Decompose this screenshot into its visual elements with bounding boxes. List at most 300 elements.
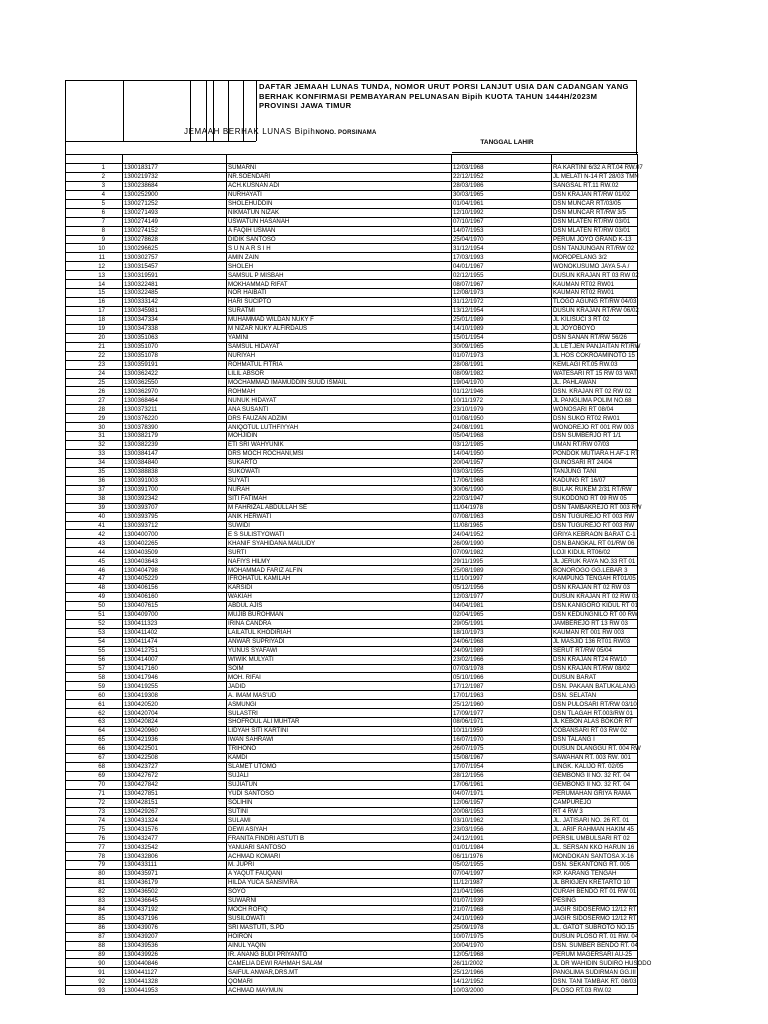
table-row <box>66 244 638 253</box>
table-row <box>66 575 638 584</box>
table-row <box>66 307 638 316</box>
jemaah-name: ANWAR SUPRIYADI <box>227 637 452 646</box>
jemaah-name: ROHMAH <box>227 387 452 396</box>
address: DSN.BANGKAL RT 01/RW 06 <box>552 539 638 548</box>
row-number: 75 <box>66 825 123 834</box>
table-row <box>66 289 638 298</box>
address: PLOSO RT.03 RW.02 <box>552 986 638 995</box>
porsi-number: 1300420824 <box>123 718 227 727</box>
birth-date: 07/08/1963 <box>452 512 552 521</box>
birth-date: 30/06/1990 <box>452 485 552 494</box>
row-number: 57 <box>66 664 123 673</box>
row-number: 63 <box>66 718 123 727</box>
address: RT 4 RW 3 <box>552 807 638 816</box>
address: GEMBONG II NO. 32 RT. 04 <box>552 771 638 780</box>
table-row <box>66 727 638 736</box>
row-number: 93 <box>66 986 123 995</box>
row-number: 62 <box>66 709 123 718</box>
table-row <box>66 619 638 628</box>
porsi-number: 1300432542 <box>123 843 227 852</box>
row-number: 17 <box>66 307 123 316</box>
porsi-number: 1300271493 <box>123 208 227 217</box>
row-number: 78 <box>66 852 123 861</box>
document-sheet <box>65 80 652 995</box>
birth-date: 21/04/1966 <box>452 887 552 896</box>
birth-date: 24/10/1969 <box>452 914 552 923</box>
address: DSN TAMBAKREJO RT 003 RW <box>553 503 642 511</box>
row-number: 31 <box>66 432 123 441</box>
birth-date: 14/04/1950 <box>452 450 552 459</box>
birth-date: 07/09/1982 <box>452 548 552 557</box>
jemaah-name: SULAMI <box>227 816 452 825</box>
column-header-tanggal-lahir: TANGGAL LAHIR <box>480 139 534 146</box>
table-row <box>66 253 638 262</box>
address: KADUNG RT 16/07 <box>552 476 638 485</box>
row-number: 21 <box>66 342 123 351</box>
porsi-number: 1300403509 <box>123 548 227 557</box>
row-number: 66 <box>66 744 123 753</box>
birth-date: 31/12/1972 <box>452 298 552 307</box>
birth-date: 28/03/1986 <box>452 181 552 190</box>
table-row <box>66 423 638 432</box>
jemaah-name: HARI SUCIPTO <box>227 298 452 307</box>
address: DSN.KANIGORO KIDUL RT 01 <box>553 602 638 610</box>
table-row <box>66 977 638 986</box>
row-number: 7 <box>66 217 123 226</box>
row-number: 32 <box>66 441 123 450</box>
address: JL. JATISARI NO. 26 RT. 01 <box>552 816 638 825</box>
table-row <box>66 485 638 494</box>
address: DSN SANAN RT/RW 56/26 <box>552 333 638 342</box>
table-row <box>66 548 638 557</box>
table-row <box>66 539 638 548</box>
birth-date: 20/08/1953 <box>452 807 552 816</box>
porsi-number: 1300274152 <box>123 226 227 235</box>
birth-date: 05/02/1955 <box>452 861 552 870</box>
jemaah-name: SITI FATIMAH <box>227 494 452 503</box>
address: JAMBEREJO RT 13 RW 03 <box>552 619 638 628</box>
row-number: 39 <box>66 503 123 512</box>
birth-date: 10/11/1972 <box>452 396 552 405</box>
birth-date: 25/04/1970 <box>452 235 552 244</box>
address: DSN KRAJAN RT/RW 08/02 <box>552 664 638 673</box>
birth-date: 02/04/1965 <box>452 610 552 619</box>
grid-line <box>123 81 124 141</box>
address: KEMLAGI RT.05 RW.03 <box>552 360 638 369</box>
jemaah-name: SAMSUL P MISBAH <box>227 271 452 280</box>
row-number: 87 <box>66 932 123 941</box>
porsi-number: 1300391003 <box>123 476 227 485</box>
jemaah-name: SUYATI <box>227 476 452 485</box>
porsi-number: 1300271252 <box>123 199 227 208</box>
porsi-number: 1300302757 <box>123 253 227 262</box>
table-row <box>66 968 638 977</box>
jemaah-name: KHANIF SYAHIDANA MAULIDY <box>227 539 452 548</box>
address: SANGSAL RT.11 RW.02 <box>552 181 638 190</box>
table-cell <box>66 155 123 164</box>
porsi-number: 1300431576 <box>123 825 227 834</box>
porsi-number: 1300403643 <box>123 557 227 566</box>
table-row <box>66 458 638 467</box>
jemaah-name: SOLIHIN <box>227 798 452 807</box>
address: KAUMAN RT02 RW01 <box>552 280 638 289</box>
address: DUSUN KRAJAN RT/RW 06/02 <box>553 307 639 315</box>
jemaah-name: SUJIATUN <box>227 780 452 789</box>
address: DSN KRAJAN RT24 RW10 <box>552 655 638 664</box>
jemaah-name: MUHAMMAD WILDAN NUKY F <box>227 315 452 324</box>
row-number: 16 <box>66 298 123 307</box>
jemaah-name: SURATMI <box>227 307 452 316</box>
row-number: 52 <box>66 619 123 628</box>
row-number: 3 <box>66 181 123 190</box>
porsi-number: 1300436502 <box>123 887 227 896</box>
address: DSN TUGUREJO RT 003 RW <box>552 521 638 530</box>
birth-date: 26/09/1990 <box>452 539 552 548</box>
porsi-number: 1300347334 <box>123 315 227 324</box>
table-row <box>66 610 638 619</box>
row-number: 14 <box>66 280 123 289</box>
table-row-blank <box>66 155 638 164</box>
table-row <box>66 172 638 181</box>
address: DSN. PAKAAN BATUKALANG <box>553 682 636 690</box>
porsi-number: 1300428151 <box>123 798 227 807</box>
table-row <box>66 959 638 968</box>
jemaah-name: ETI SRI WAHYUNIK <box>227 441 452 450</box>
address: DSN TALANG I <box>552 736 638 745</box>
row-number: 43 <box>66 539 123 548</box>
birth-date: 14/12/1952 <box>452 977 552 986</box>
jemaah-name: NR.SOENDARI <box>227 172 452 181</box>
porsi-number: 1300409700 <box>123 610 227 619</box>
jemaah-name: DRS MOCH ROCHANI,MSI <box>227 450 452 459</box>
table-row <box>66 941 638 950</box>
table-row <box>66 816 638 825</box>
table-cell <box>452 155 552 164</box>
jemaah-name: SLAMET UTOMO <box>227 762 452 771</box>
jemaah-name: SUMARNI <box>227 164 452 173</box>
table-row <box>66 905 638 914</box>
row-number: 82 <box>66 887 123 896</box>
porsi-number: 1300441953 <box>123 986 227 995</box>
jemaah-name: HILDA YUCA SANSIVIRA <box>227 879 452 888</box>
jemaah-name: M. JUPRI <box>227 861 452 870</box>
row-number: 74 <box>66 816 123 825</box>
birth-date: 23/10/1979 <box>452 405 552 414</box>
row-number: 15 <box>66 289 123 298</box>
porsi-number: 1300400700 <box>123 530 227 539</box>
jemaah-name: HOIRON <box>227 932 452 941</box>
jemaah-name: SUKARTO <box>227 458 452 467</box>
address: KP. KARANG TENGAH <box>552 870 638 879</box>
birth-date: 17/03/1993 <box>452 253 552 262</box>
birth-date: 20/04/1957 <box>452 458 552 467</box>
porsi-number: 1300421936 <box>123 736 227 745</box>
birth-date: 01/01/1984 <box>452 843 552 852</box>
jemaah-name: SULASTRI <box>227 709 452 718</box>
porsi-number: 1300373211 <box>123 405 227 414</box>
row-number: 13 <box>66 271 123 280</box>
jemaah-name: LAILATUL KHODIRIAH <box>227 628 452 637</box>
birth-date: 28/12/1956 <box>452 771 552 780</box>
table-row <box>66 476 638 485</box>
birth-date: 05/04/1968 <box>452 432 552 441</box>
porsi-number: 1300411474 <box>123 637 227 646</box>
row-number: 85 <box>66 914 123 923</box>
row-number: 61 <box>66 700 123 709</box>
jemaah-name: WIWIK MULYATI <box>227 655 452 664</box>
porsi-number: 1300406160 <box>123 593 227 602</box>
table-row <box>66 601 638 610</box>
address: SAWAHAN RT. 003 RW. 001 <box>552 753 638 762</box>
porsi-number: 1300322485 <box>123 289 227 298</box>
porsi-number: 1300439207 <box>123 932 227 941</box>
address: DUSUN BARAT <box>552 673 638 682</box>
address: CAMPUREJO <box>552 798 638 807</box>
address: CURAH BENDO RT 01 RW 01 <box>553 888 637 896</box>
table-row <box>66 324 638 333</box>
address: JL MELATI N-14 RT 28/03 TMN <box>553 173 639 181</box>
address: DSN KEDUNGNILO RT 00 RW <box>553 611 638 619</box>
address: LINGK. KALIJO RT. 02/05 <box>552 762 638 771</box>
porsi-number: 1300429267 <box>123 807 227 816</box>
birth-date: 11/08/1965 <box>452 521 552 530</box>
address: DSN KRAJAN RT 02 RW 03 <box>552 584 638 593</box>
porsi-number: 1300431324 <box>123 816 227 825</box>
row-number: 47 <box>66 575 123 584</box>
table-row <box>66 673 638 682</box>
porsi-number: 1300388838 <box>123 467 227 476</box>
subheader-columns: NONO. PORSINAMA <box>315 130 377 136</box>
birth-date: 11/12/1987 <box>452 879 552 888</box>
birth-date: 11/10/1997 <box>452 575 552 584</box>
birth-date: 25/09/1978 <box>452 923 552 932</box>
section-subheader <box>184 127 377 136</box>
birth-date: 07/10/1967 <box>452 217 552 226</box>
address: DUSUN KRAJAN RT 02 RW 03 <box>553 593 639 601</box>
table-row <box>66 298 638 307</box>
porsi-number: 1300238684 <box>123 181 227 190</box>
address: PERUMAHAN GRIYA RAMA <box>552 789 638 798</box>
row-number: 67 <box>66 753 123 762</box>
address: DUSUN PLOSO RT. 01 RW. 04 <box>553 932 639 940</box>
jemaah-name: ACH.KUSNAN ADI <box>227 181 452 190</box>
jemaah-name: LIDYAH SITI KARTINI <box>227 727 452 736</box>
address: JL. SERSAN KKO HARUN 16 <box>552 843 638 852</box>
table-row <box>66 807 638 816</box>
birth-date: 03/12/1985 <box>452 441 552 450</box>
table-cell <box>227 155 452 164</box>
porsi-number: 1300423727 <box>123 762 227 771</box>
jemaah-name: ROHMATUL FITRIA <box>227 360 452 369</box>
jemaah-name: USWATUN HASANAH <box>227 217 452 226</box>
address: DUSUN DLANGGU RT. 004 RW <box>553 745 641 753</box>
address: DSN MUNCAR RT/RW 3/5 <box>552 208 638 217</box>
address: PONDOK MUTIARA H.AF-1 RT <box>553 450 639 458</box>
table-row <box>66 825 638 834</box>
jemaah-name: KARSIDI <box>227 584 452 593</box>
row-number: 59 <box>66 682 123 691</box>
address: DSN. TANI TAMBAK RT. 08/03 <box>553 977 637 985</box>
row-number: 55 <box>66 646 123 655</box>
row-number: 84 <box>66 905 123 914</box>
row-number: 26 <box>66 387 123 396</box>
porsi-number: 1300274149 <box>123 217 227 226</box>
birth-date: 07/03/1978 <box>452 664 552 673</box>
row-number: 80 <box>66 870 123 879</box>
table-row <box>66 879 638 888</box>
address: JL. GATOT SUBROTO NO.15 <box>552 923 638 932</box>
birth-date: 24/09/1989 <box>452 646 552 655</box>
row-number: 27 <box>66 396 123 405</box>
jemaah-name: JADID <box>227 682 452 691</box>
jemaah-name: ACHMAD KOMARI <box>227 852 452 861</box>
porsi-number: 1300437192 <box>123 905 227 914</box>
table-row <box>66 861 638 870</box>
birth-date: 17/01/1963 <box>452 691 552 700</box>
address: DSN. SELATAN <box>552 691 638 700</box>
porsi-number: 1300296625 <box>123 244 227 253</box>
table-row <box>66 700 638 709</box>
birth-date: 23/02/1966 <box>452 655 552 664</box>
table-row <box>66 593 638 602</box>
document-title: DAFTAR JEMAAH LUNAS TUNDA, NOMOR URUT PORSI LANJUT USIA DAN CADANGAN YANG BERHAK KONFIRMASI PEMBAYARAN PELUNASAN Bipih KUOTA TAHUN 1444H/2023M PROVINSI JAWA TIMUR <box>259 82 629 110</box>
address: SUKODONO RT 09 RW 05 <box>552 494 638 503</box>
table-row <box>66 950 638 959</box>
table-row <box>66 762 638 771</box>
address: RA KARTINI 6/32 A RT.04 RW.07 <box>553 164 643 172</box>
porsi-number: 1300376220 <box>123 414 227 423</box>
table-row <box>66 780 638 789</box>
birth-date: 17/07/1954 <box>452 762 552 771</box>
address: JAGIR SIDOSERMO 12/12 RT <box>553 906 637 914</box>
porsi-number: 1300362970 <box>123 387 227 396</box>
row-number: 89 <box>66 950 123 959</box>
jemaah-name: MUJIB BUROHMAN <box>227 610 452 619</box>
birth-date: 16/07/1970 <box>452 736 552 745</box>
birth-date: 24/12/1991 <box>452 834 552 843</box>
porsi-number: 1300278628 <box>123 235 227 244</box>
address: GUNOSARI RT 24/04 <box>552 458 638 467</box>
table-row <box>66 682 638 691</box>
birth-date: 17/12/1987 <box>452 682 552 691</box>
birth-date: 10/03/2000 <box>452 986 552 995</box>
porsi-number: 1300411323 <box>123 619 227 628</box>
address: DSN SUMBERJO RT 1/1 <box>552 432 638 441</box>
porsi-number: 1300404798 <box>123 566 227 575</box>
address: DSN TLAGAH RT.003/RW 01 <box>552 709 638 718</box>
jemaah-name: ASMUNGI <box>227 700 452 709</box>
table-row <box>66 280 638 289</box>
address: GEMBONG II NO. 32 RT. 04 <box>552 780 638 789</box>
jemaah-name: NURIYAH <box>227 351 452 360</box>
birth-date: 03/03/1955 <box>452 467 552 476</box>
address: DSN MUNCAR RT/03/05 <box>552 199 638 208</box>
birth-date: 12/03/1968 <box>452 164 552 173</box>
jemaah-name: TRIHONO <box>227 744 452 753</box>
row-number: 50 <box>66 601 123 610</box>
jemaah-name: YANUARI SANTOSO <box>227 843 452 852</box>
porsi-number: 1300427672 <box>123 771 227 780</box>
row-number: 28 <box>66 405 123 414</box>
jemaah-name: WAKIAH <box>227 593 452 602</box>
address: TLOGO AGUNG RT/RW 04/03 <box>553 298 637 306</box>
birth-date: 23/03/1956 <box>452 825 552 834</box>
address: DSN. SEKANTONG RT. 005 <box>552 861 638 870</box>
table-row <box>66 441 638 450</box>
address: PESING <box>552 896 638 905</box>
address: DSN TANJUNGAN RT/RW 02 <box>552 244 638 253</box>
birth-date: 01/12/1946 <box>452 387 552 396</box>
jemaah-name: SUWIDI <box>227 521 452 530</box>
porsi-number: 1300406156 <box>123 584 227 593</box>
table-row <box>66 432 638 441</box>
birth-date: 25/12/1966 <box>452 968 552 977</box>
birth-date: 24/06/1968 <box>452 637 552 646</box>
jemaah-name: M FAHRIZAL ABDULLAH SE <box>227 503 452 512</box>
row-number: 51 <box>66 610 123 619</box>
table-row <box>66 664 638 673</box>
birth-date: 04/04/1981 <box>452 601 552 610</box>
grid-line <box>452 152 638 153</box>
porsi-number: 1300351078 <box>123 351 227 360</box>
row-number: 37 <box>66 485 123 494</box>
jemaah-name: S U N A R S I H <box>227 244 452 253</box>
table-row <box>66 843 638 852</box>
address: MOROPELANG 3/2 <box>552 253 638 262</box>
address: PERUM MAGERSARI AU-25 <box>552 950 638 959</box>
porsi-number: 1300422501 <box>123 744 227 753</box>
table-row <box>66 584 638 593</box>
address: DSN SUKO RT02 RW01 <box>552 414 638 423</box>
table-row <box>66 771 638 780</box>
porsi-number: 1300384840 <box>123 458 227 467</box>
birth-date: 30/09/1965 <box>452 342 552 351</box>
row-number: 64 <box>66 727 123 736</box>
table-row <box>66 637 638 646</box>
birth-date: 08/06/1971 <box>452 718 552 727</box>
porsi-number: 1300322481 <box>123 280 227 289</box>
table-row <box>66 503 638 512</box>
row-number: 19 <box>66 324 123 333</box>
birth-date: 17/06/1961 <box>452 780 552 789</box>
porsi-number: 1300219732 <box>123 172 227 181</box>
row-number: 44 <box>66 548 123 557</box>
porsi-number: 1300436179 <box>123 879 227 888</box>
address: COBANSARI RT 03 RW 02 <box>552 727 638 736</box>
birth-date: 01/04/1961 <box>452 199 552 208</box>
address: BULAK RUKEM 2/31 RT/RW <box>552 485 638 494</box>
table-row <box>66 691 638 700</box>
address: JL LET.JEN PANJAITAN RT/RW <box>553 343 641 351</box>
porsi-number: 1300439926 <box>123 950 227 959</box>
address: WONOKUSUMO JAYA 5-A / <box>552 262 638 271</box>
row-number: 79 <box>66 861 123 870</box>
jemaah-name: MOCH ROFIQ <box>227 905 452 914</box>
address: DSN. KRAJAN RT 02 RW 02 <box>552 387 638 396</box>
address: KAUMAN RT 001 RW 003 <box>552 628 638 637</box>
table-row <box>66 396 638 405</box>
jemaah-name: A. IMAM MAS'UD <box>227 691 452 700</box>
porsi-number: 1300432806 <box>123 852 227 861</box>
row-number: 29 <box>66 414 123 423</box>
row-number: 70 <box>66 780 123 789</box>
row-number: 56 <box>66 655 123 664</box>
jemaah-name: NIKMATUN NIZAK <box>227 208 452 217</box>
birth-date: 10/07/1975 <box>452 932 552 941</box>
birth-date: 25/08/1989 <box>452 566 552 575</box>
birth-date: 01/07/1973 <box>452 351 552 360</box>
address: LOJI KIDUL RT06/02 <box>552 548 638 557</box>
